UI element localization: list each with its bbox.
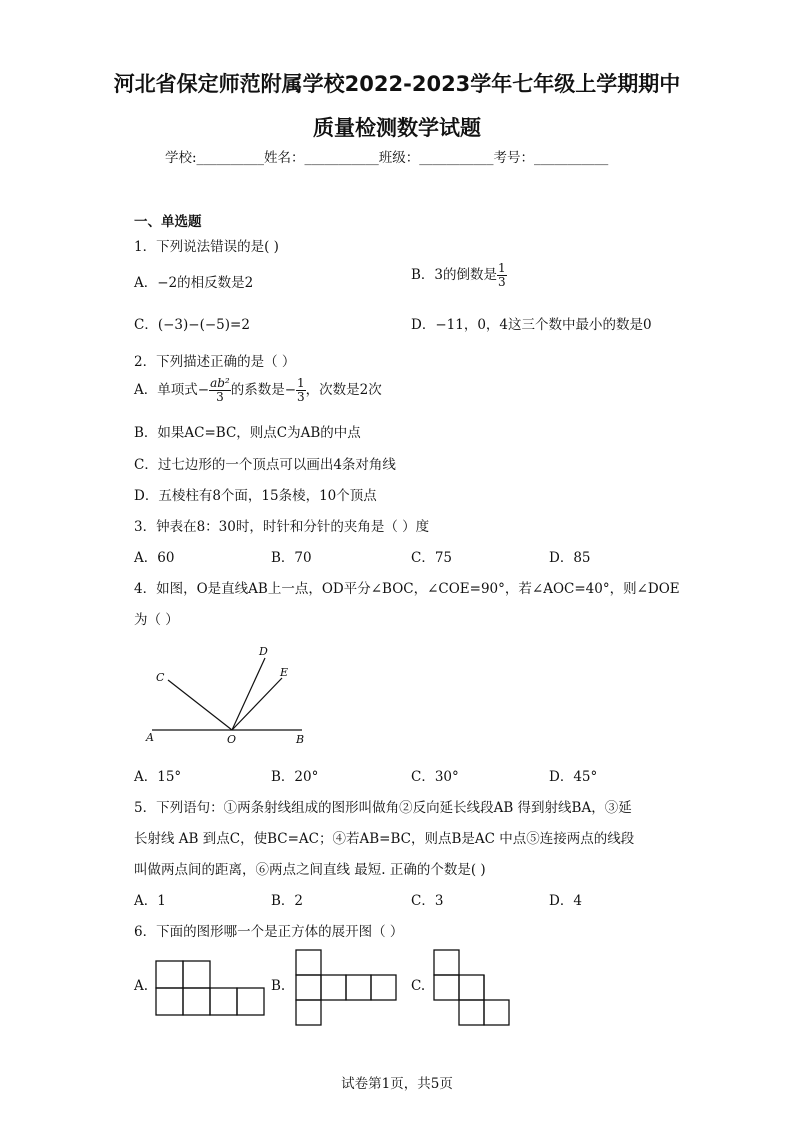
q1-option-c: C．(−3)−(−5)=2 [134,317,250,333]
net-b-figure [290,944,400,1026]
q1-option-b [411,262,507,289]
q2-option-c: C．过七边形的一个顶点可以画出4条对角线 [134,457,396,473]
net-c-figure [428,944,514,1026]
q4-option-d: D．45° [549,769,598,785]
exam-title-line1: 河北省保定师范附属学校2022-2023学年七年级上学期期中 [113,72,681,96]
q6-option-c-label: C. [411,978,426,994]
q2-option-d: D．五棱柱有8个面，15条棱，10个顶点 [134,488,377,504]
q4-stem-line1: 4．如图，O是直线AB上一点，OD平分∠BOC，∠COE=90°，若∠AOC=40°，则∠DOE [134,581,680,597]
q2-option-a: A．单项式− $\frac{\text{ab²}}{3}$ 的系数是− $\frac{1}{3}$ ，次数是2次 [134,376,382,404]
q6-stem: 6．下面的图形哪一个是正方体的展开图（ ） [134,924,404,940]
student-info-line: 学校:__________姓名：___________班级：___________考号：___________ [165,150,609,166]
q4-option-a: A．15° [134,769,182,785]
q5-option-a: A．1 [134,893,166,909]
q5-option-c: C．3 [411,893,444,909]
label-a: A [146,731,154,744]
page-footer: 试卷第1页，共5页 [341,1076,453,1092]
label-d: D [259,645,268,658]
q1-option-b-text: B．3的倒数是 [411,267,498,283]
q4-option-b: B．20° [271,769,319,785]
q2-option-b: B．如果AC=BC，则点C为AB的中点 [134,425,361,441]
q5-line1: 5．下列语句：①两条射线组成的图形叫做角②反向延长线段AB 得到射线BA，③延 [134,800,632,816]
label-o: O [227,733,237,746]
fraction: $\frac{\text{ab²}}{3}$ [210,376,230,404]
q5-line2: 长射线 AB 到点C，使BC=AC；④若AB=BC，则点B是AC 中点⑤连接两点的线段 [134,831,635,847]
q3-option-d: D．85 [549,550,591,566]
angle-figure [140,640,320,750]
q1-option-a: A．−2的相反数是2 [134,275,254,291]
q3-option-a: A．60 [134,550,175,566]
label-e: E [280,666,289,679]
label-c: C [156,671,165,684]
q2-stem: 2．下列描述正确的是（ ） [134,354,296,370]
ray-oc [168,680,232,730]
q5-option-b: B．2 [271,893,304,909]
q3-option-b: B．70 [271,550,312,566]
fraction: $\frac{1}{3}$ [297,376,305,404]
fraction: $\frac{1}{3}$ [498,261,506,289]
q4-stem-line2: 为（ ） [134,612,179,628]
q5-option-d: D．4 [549,893,582,909]
q3-option-c: C．75 [411,550,453,566]
ray-oe [232,678,282,730]
section-title: 一、单选题 [134,214,202,230]
q1-stem: 1．下列说法错误的是( ) [134,239,279,255]
exam-title-line2: 质量检测数学试题 [313,116,481,140]
q1-option-d: D．−11，0，4这三个数中最小的数是0 [411,317,652,333]
label-b: B [296,733,305,746]
net-a-figure [150,955,266,1017]
q4-option-c: C．30° [411,769,459,785]
q5-line3: 叫做两点间的距离，⑥两点之间直线 最短. 正确的个数是( ) [134,862,486,878]
ray-od [232,658,265,730]
q6-option-a-label: A. [134,978,149,994]
q6-option-b-label: B. [271,978,286,994]
q3-stem: 3．钟表在8：30时，时针和分针的夹角是（ ）度 [134,519,430,535]
